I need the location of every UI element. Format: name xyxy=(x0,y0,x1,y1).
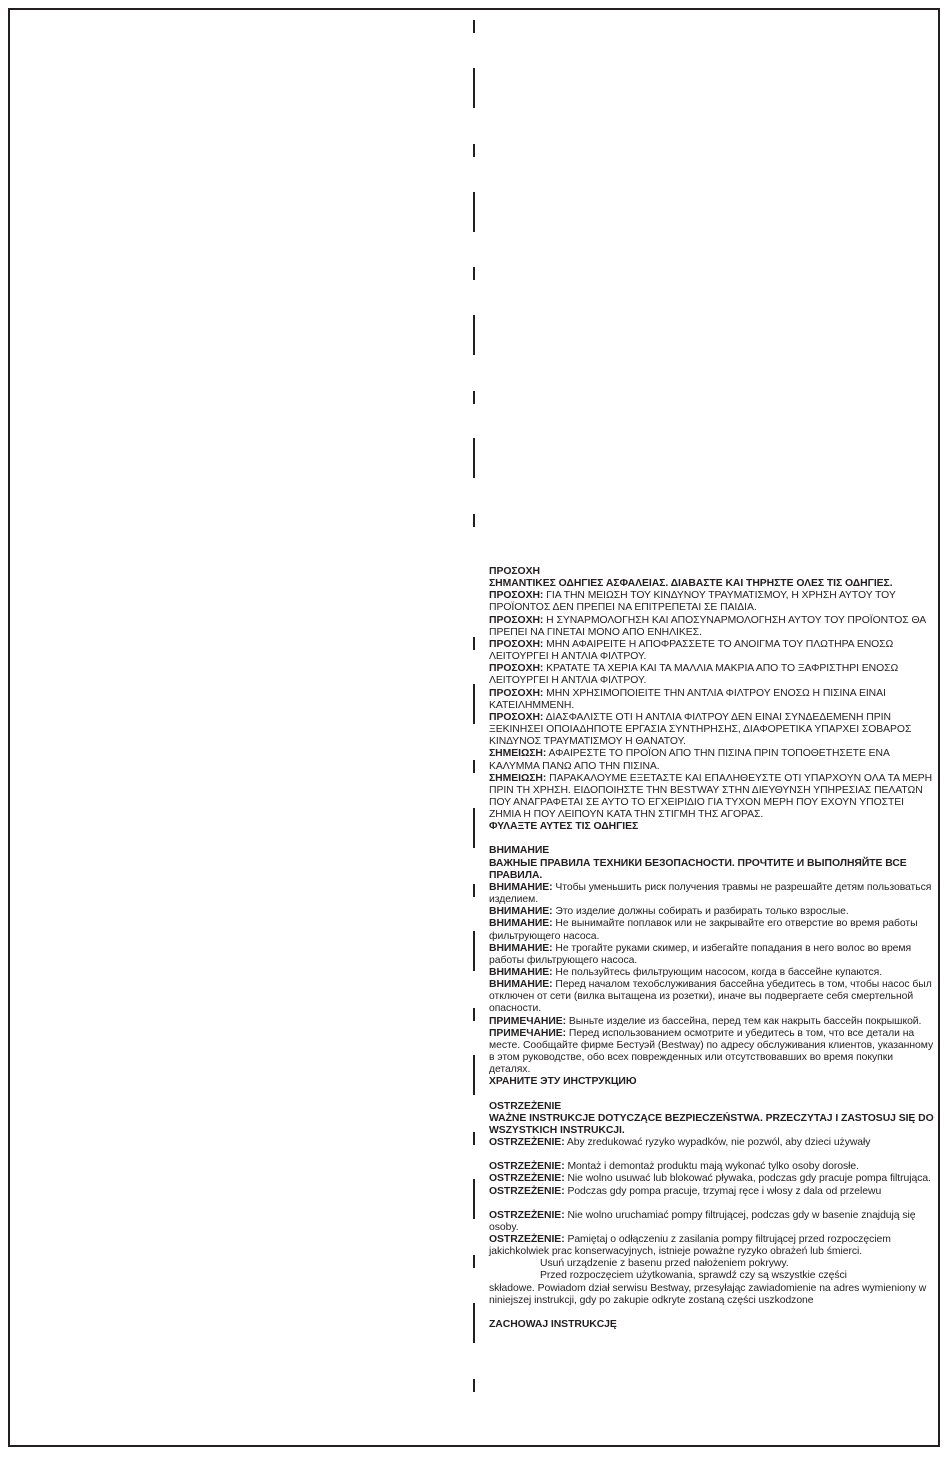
margin-mark xyxy=(473,438,475,478)
spacer xyxy=(489,1149,937,1161)
warning-item xyxy=(489,1186,937,1198)
warning-item xyxy=(489,1161,937,1173)
margin-mark xyxy=(473,1132,475,1145)
warning-item xyxy=(489,967,937,979)
note-text: ΠΑΡΑΚΑΛΟΥΜΕ ΕΞΕΤΑΣΤΕ ΚΑΙ ΕΠΑΛΗΘΕΥΣΤΕ ΟΤΙ ΥΠΑΡΧΟΥΝ ΟΛΑ ΤΑ ΜΕΡΗ ΠΡΙΝ ΤΗ ΧΡΗΣΗ. ΕΙΔΟΠΟΙΗΣΤΕ ΤΗΝ BESTWAY ΣΤΗΝ ΔΙΕΥΘΥΝΣΗ ΥΠΗΡΕΣΙΑΣ ΠΕΛΑΤΩΝ ΠΟΥ ΑΝΑΓΡΑΦΕΤΑΙ ΣΕ ΑΥΤΟ ΤΟ ΕΓΧΕΙΡΙΔΙΟ ΓΙΑ ΤΥΧΟΝ ΜΕΡΗ ΠΟΥ ΕΧΟΥΝ ΥΠΟΣΤΕΙ ΖΗΜΙΑ Η ΠΟΥ ΛΕΙΠΟΥΝ ΚΑΤΑ ΤΗΝ ΣΤΙΓΜΗ ΤΗΣ ΑΓΟΡΑΣ. xyxy=(489,772,933,821)
spacer xyxy=(489,1198,937,1210)
warning-label: ВНИМАНИЕ: xyxy=(489,942,553,954)
polish-section xyxy=(489,1101,937,1332)
warning-text: Podczas gdy pompa pracuje, trzymaj ręce i włosy z dala od przelewu xyxy=(564,1185,882,1197)
warning-item xyxy=(489,1234,937,1258)
margin-mark xyxy=(473,20,475,33)
margin-mark xyxy=(473,68,475,108)
warning-text: ΜΗΝ ΧΡΗΣΙΜΟΠΟΙΕΙΤΕ ΤΗΝ ΑΝΤΛΙΑ ΦΙΛΤΡΟΥ ΕΝΟΣΩ Η ΠΙΣΙΝΑ ΕΙΝΑΙ ΚΑΤΕΙΛΗΜΜΕΝΗ. xyxy=(489,687,886,711)
polish-footer: ZACHOWAJ INSTRUKCJĘ xyxy=(489,1318,617,1330)
margin-mark xyxy=(473,684,475,724)
warning-text: Η ΣΥΝΑΡΜΟΛΟΓΗΣΗ ΚΑΙ ΑΠΟΣΥΝΑΡΜΟΛΟΓΗΣΗ ΑΥΤΟΥ ΤΟΥ ΠΡΟΪΟΝΤΟΣ ΘΑ ΠΡΕΠΕΙ ΝΑ ΓΙΝΕΤΑΙ ΜΟΝΟ ΑΠΟ ΕΝΗΛΙΚΕΣ. xyxy=(489,614,926,638)
margin-mark xyxy=(473,1255,475,1268)
warning-label: OSTRZEŻENIE: xyxy=(489,1173,565,1185)
russian-title: ВНИМАНИЕ xyxy=(489,845,550,857)
warning-text: Это изделие должны собирать и разбирать только взрослые. xyxy=(552,906,849,918)
note-label: ПРИМЕЧАНИЕ: xyxy=(489,1027,567,1039)
warning-item xyxy=(489,688,937,712)
warning-text: Не трогайте руками скимер, и избегайте попадания в него волос во время работы фильтрующего насоса. xyxy=(489,942,912,966)
warning-text: ΚΡΑΤΑΤΕ ΤΑ ΧΕΡΙΑ ΚΑΙ ΤΑ ΜΑΛΛΙΑ ΜΑΚΡΙΑ ΑΠΟ ΤΟ ΞΑΦΡΙΣΤΗΡΙ ΕΝΟΣΩ ΛΕΙΤΟΥΡΓΕΙ Η ΑΝΤΛΙΑ ΦΙΛΤΡΟΥ. xyxy=(489,663,899,687)
margin-mark xyxy=(473,391,475,404)
note-continuation: składowe. Powiadom dział serwisu Bestway, przesyłając zawiadomienie na adres wymieniony w niniejszej instrukcji, gdy po zakupie odkryte zostaną części uszkodzone xyxy=(489,1282,927,1306)
note-item xyxy=(489,1016,937,1028)
warning-label: ВНИМАНИЕ: xyxy=(489,881,553,893)
warning-text: Aby zredukować ryzyko wypadków, nie pozwól, aby dzieci używały xyxy=(564,1137,871,1149)
greek-section xyxy=(489,566,937,833)
warning-item xyxy=(489,1210,937,1234)
warning-label: ВНИМАНИЕ: xyxy=(489,967,553,978)
note-item xyxy=(489,748,937,772)
note-item xyxy=(489,1028,937,1077)
russian-footer: ХРАНИТЕ ЭТУ ИНСТРУКЦИЮ xyxy=(489,1076,637,1088)
warning-item xyxy=(489,590,937,614)
polish-subtitle: WAŻNE INSTRUKCJE DOTYCZĄCE BEZPIECZEŃSTWA. PRZECZYTAJ I ZASTOSUJ SIĘ DO WSZYSTKICH INSTRUKCJI. xyxy=(489,1112,934,1136)
warning-text: Перед началом техобслуживания бассейна убедитесь в том, чтобы насос был отключен от сети (вилка вытащена из розетки), иначе вы подвергаете себя смертельной опасности. xyxy=(489,979,932,1015)
warning-text: ΔΙΑΣΦΑΛΙΣΤΕ ΟΤΙ Η ΑΝΤΛΙΑ ΦΙΛΤΡΟΥ ΔΕΝ ΕΙΝΑΙ ΣΥΝΔΕΔΕΜΕΝΗ ΠΡΙΝ ΞΕΚΙΝΗΣΕΙ ΟΠΟΙΑΔΗΠΟΤΕ ΕΡΓΑΣΙΑ ΣΥΝΤΗΡΗΣΗΣ, ΔΙΑΦΟΡΕΤΙΚΑ ΥΠΑΡΧΕΙ ΣΟΒΑΡΟΣ ΚΙΝΔΥΝΟΣ ΤΡΑΥΜΑΤΙΣΜΟΥ Η ΘΑΝΑΤΟΥ. xyxy=(489,711,912,748)
margin-mark xyxy=(473,760,475,773)
warning-label: ВНИМАНИЕ: xyxy=(489,918,553,930)
margin-mark xyxy=(473,315,475,355)
warning-item xyxy=(489,882,937,906)
margin-mark xyxy=(473,1303,475,1343)
margin-mark xyxy=(473,931,475,971)
warning-item xyxy=(489,1137,937,1149)
warning-label: ΠΡΟΣΟΧΗ: xyxy=(489,590,544,602)
polish-title: OSTRZEŻENIE xyxy=(489,1100,562,1112)
note-line xyxy=(489,1258,937,1270)
warning-item xyxy=(489,663,937,687)
margin-mark xyxy=(473,808,475,848)
warning-text: Не вынимайте поплавок или не закрывайте его отверстие во время работы фильтрующего насоса. xyxy=(489,918,918,942)
margin-mark xyxy=(473,1055,475,1095)
warning-label: ΠΡΟΣΟΧΗ: xyxy=(489,663,544,675)
note-text: Перед использованием осмотрите и убедитесь в том, что все детали на месте. Сообщайте фирме Бестуэй (Bestway) по адресу обслуживания клиентов, указанному в этом руководстве, обо всех поврежденных или отсутствовавших во время покупки деталях. xyxy=(489,1027,934,1076)
warning-item xyxy=(489,1173,937,1185)
warning-label: ВНИМАНИЕ: xyxy=(489,906,553,918)
margin-mark xyxy=(473,514,475,527)
note-line xyxy=(489,1270,937,1282)
warning-text: Чтобы уменьшить риск получения травмы не разрешайте детям пользоваться изделием. xyxy=(489,881,932,906)
warning-text: ΓΙΑ ΤΗΝ ΜΕΙΩΣΗ ΤΟΥ ΚΙΝΔΥΝΟΥ ΤΡΑΥΜΑΤΙΣΜΟΥ, Η ΧΡΗΣΗ ΑΥΤΟΥ ΤΟΥ ΠΡΟΪΟΝΤΟΣ ΔΕΝ ΠΡΕΠΕΙ ΝΑ ΕΠΙΤΡΕΠΕΤΑΙ ΣΕ ΠΑΙΔΙΑ. xyxy=(489,590,896,614)
russian-subtitle: ВАЖНЫЕ ПРАВИЛА ТЕХНИКИ БЕЗОПАСНОСТИ. ПРОЧТИТЕ И ВЫПОЛНЯЙТЕ ВСЕ ПРАВИЛА. xyxy=(489,857,907,881)
warning-text: Не пользуйтесь фильтрующим насосом, когда в бассейне купаются. xyxy=(552,967,883,978)
warning-item xyxy=(489,979,937,1015)
warning-label: ΠΡΟΣΟΧΗ: xyxy=(489,638,544,650)
warning-label: OSTRZEŻENIE: xyxy=(489,1209,565,1221)
warning-label: OSTRZEŻENIE: xyxy=(489,1233,565,1245)
warning-item xyxy=(489,943,937,967)
russian-section xyxy=(489,845,937,1088)
safety-instructions xyxy=(489,566,937,1331)
spacer xyxy=(489,1307,937,1319)
greek-subtitle: ΣΗΜΑΝΤΙΚΕΣ ΟΔΗΓΙΕΣ ΑΣΦΑΛΕΙΑΣ. ΔΙΑΒΑΣΤΕ ΚΑΙ ΤΗΡΗΣΤΕ ΟΛΕΣ ΤΙΣ ΟΔΗΓΙΕΣ. xyxy=(489,578,893,590)
warning-text: Nie wolno usuwać lub blokować pływaka, podczas gdy pracuje pompa filtrująca. xyxy=(564,1173,931,1185)
warning-item xyxy=(489,918,937,942)
warning-text: ΜΗΝ ΑΦΑΙΡΕΙΤΕ Η ΑΠΟΦΡΑΣΣΕΤΕ ΤΟ ΑΝΟΙΓΜΑ ΤΟΥ ΠΛΩΤΗΡΑ ΕΝΟΣΩ ΛΕΙΤΟΥΡΓΕΙ Η ΑΝΤΛΙΑ ΦΙΛΤΡΟΥ. xyxy=(489,638,894,663)
warning-label: ΠΡΟΣΟΧΗ: xyxy=(489,614,544,626)
warning-label: OSTRZEŻENIE: xyxy=(489,1161,565,1173)
warning-label: ΠΡΟΣΟΧΗ: xyxy=(489,687,544,699)
margin-mark xyxy=(473,1379,475,1392)
margin-mark xyxy=(473,884,475,897)
warning-item xyxy=(489,639,937,663)
warning-item xyxy=(489,615,937,639)
warning-item xyxy=(489,712,937,748)
margin-mark xyxy=(473,144,475,157)
warning-label: OSTRZEŻENIE: xyxy=(489,1185,565,1197)
note-text: Выньте изделие из бассейна, перед тем как накрыть бассейн покрышкой. xyxy=(566,1015,922,1027)
warning-label: ΠΡΟΣΟΧΗ: xyxy=(489,711,544,723)
note-text: Przed rozpoczęciem użytkowania, sprawdź czy są wszystkie części xyxy=(540,1270,847,1282)
warning-text: Nie wolno uruchamiać pompy filtrującej, podczas gdy w basenie znajdują się osoby. xyxy=(489,1209,916,1233)
warning-text: Montaż i demontaż produktu mają wykonać tylko osoby dorosłe. xyxy=(564,1161,859,1173)
warning-label: OSTRZEŻENIE: xyxy=(489,1137,565,1149)
margin-mark xyxy=(473,1008,475,1021)
note-label: ΣΗΜΕΙΩΣΗ: xyxy=(489,772,547,784)
warning-item xyxy=(489,906,937,918)
note-text: Usuń urządzenie z basenu przed nałożeniem pokrywy. xyxy=(540,1258,789,1270)
note-text: ΑΦΑΙΡΕΣΤΕ ΤΟ ΠΡΟΪΟΝ ΑΠΟ ΤΗΝ ΠΙΣΙΝΑ ΠΡΙΝ ΤΟΠΟΘΕΤΗΣΕΤΕ ΕΝΑ ΚΑΛΥΜΜΑ ΠΑΝΩ ΑΠΟ ΤΗΝ ΠΙΣΙΝΑ. xyxy=(489,748,890,772)
margin-mark xyxy=(473,1179,475,1219)
warning-text: Pamiętaj o odłączeniu z zasilania pompy filtrującej przed rozpoczęciem jakichkolwiek prac konserwacyjnych, istnieje poważne ryzyko obrażeń lub śmierci. xyxy=(489,1233,891,1258)
margin-mark xyxy=(473,192,475,232)
note-item xyxy=(489,773,937,822)
margin-mark xyxy=(473,637,475,650)
greek-footer: ΦΥΛΑΞΤΕ ΑΥΤΕΣ ΤΙΣ ΟΔΗΓΙΕΣ xyxy=(489,821,639,833)
greek-title: ΠΡΟΣΟΧΗ xyxy=(489,566,540,577)
note-label: ΣΗΜΕΙΩΣΗ: xyxy=(489,748,547,760)
note-label: ПРИМЕЧАНИЕ: xyxy=(489,1015,567,1027)
warning-label: ВНИМАНИЕ: xyxy=(489,979,553,991)
margin-mark xyxy=(473,267,475,280)
